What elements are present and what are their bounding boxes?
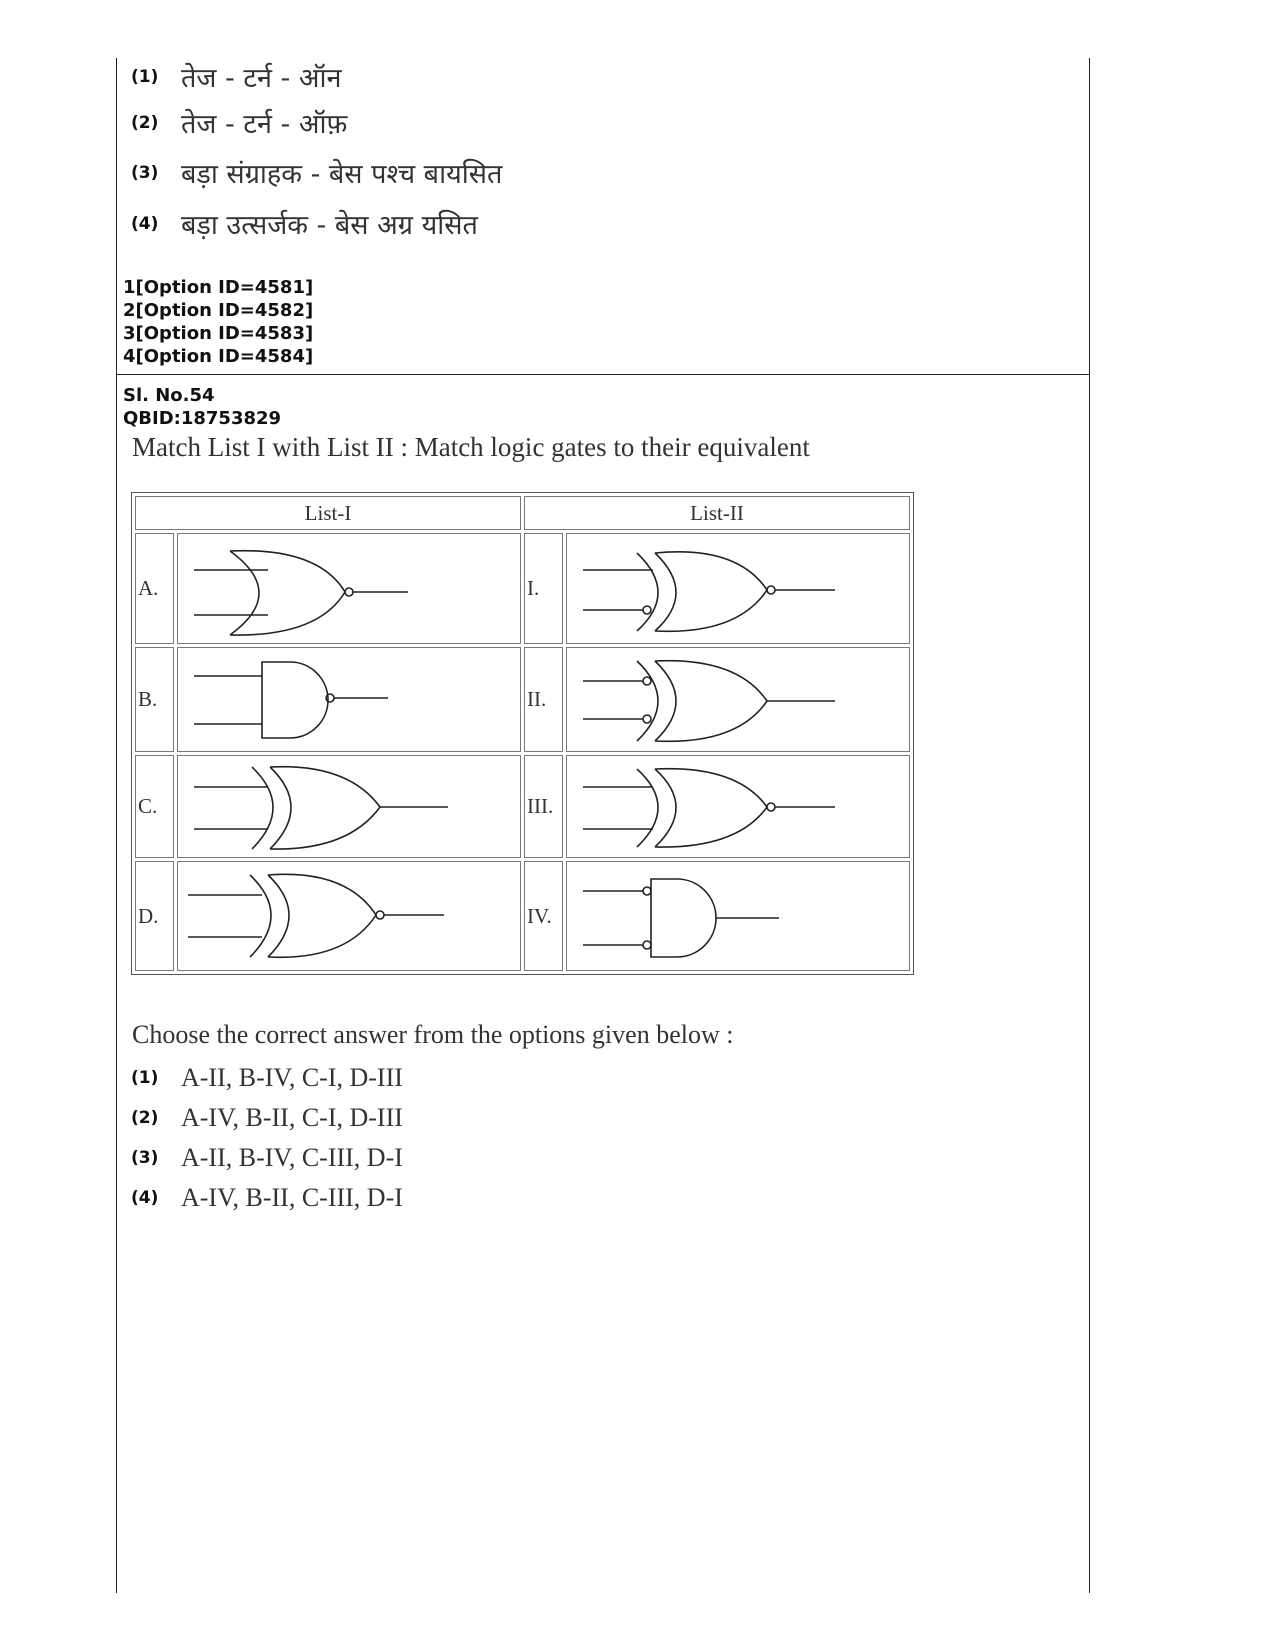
option-number: (4) <box>131 1188 159 1208</box>
gate-cell <box>566 861 910 971</box>
option-text: A-IV, B-II, C-I, D-III <box>181 1103 403 1132</box>
row-label: B. <box>135 647 174 752</box>
option-number: (4) <box>131 213 159 234</box>
option-text: तेज - टर्न - ऑन <box>181 63 342 94</box>
gate-cell <box>566 533 910 644</box>
option-number: (2) <box>131 1108 159 1128</box>
question-text: Match List I with List II : Match logic gates to their equivalent <box>132 432 810 462</box>
page-frame-right <box>1089 58 1090 1593</box>
serial-number: Sl. No.54 <box>123 385 215 406</box>
qbid: QBID:18753829 <box>123 408 282 429</box>
option-number: (1) <box>131 66 159 87</box>
option-number: (3) <box>131 1148 159 1168</box>
table-row <box>135 755 910 858</box>
answer-option-1 <box>131 1063 403 1093</box>
row-label: A. <box>135 533 174 644</box>
prev-option-3 <box>131 154 502 191</box>
option-number: (3) <box>131 162 159 183</box>
list-one-header: List-I <box>135 496 521 530</box>
row-label: D. <box>135 861 174 971</box>
prev-option-1 <box>131 58 341 95</box>
match-table <box>131 492 914 975</box>
row-label: II. <box>524 647 563 752</box>
option-id: 3[Option ID=4583] <box>123 323 314 344</box>
option-number: (1) <box>131 1068 159 1088</box>
page-frame-left <box>116 58 117 1593</box>
option-text: बड़ा उत्सर्जक - बेस अग्र यसित <box>181 210 478 241</box>
and-inverted-inputs-gate-icon <box>567 863 909 970</box>
option-id: 2[Option ID=4582] <box>123 300 314 321</box>
xnor-gate-icon <box>178 863 520 970</box>
xnor-inverted-input-gate-icon <box>567 535 909 643</box>
gate-cell <box>177 755 521 858</box>
list-two-header: List-II <box>524 496 910 530</box>
row-label: I. <box>524 533 563 644</box>
nor-style-gate-icon <box>178 535 520 643</box>
prev-option-4 <box>131 205 478 242</box>
instruction-text: Choose the correct answer from the options given below : <box>132 1020 734 1049</box>
xor-inverted-inputs-gate-icon <box>567 649 909 751</box>
option-number: (2) <box>131 112 159 133</box>
option-text: A-II, B-IV, C-III, D-I <box>181 1143 403 1172</box>
table-row <box>135 861 910 971</box>
option-id-list <box>123 276 313 368</box>
gate-cell <box>177 533 521 644</box>
xnor-gate-icon <box>567 757 909 857</box>
question-meta <box>123 384 281 430</box>
nand-gate-icon <box>178 649 520 751</box>
option-text: A-II, B-IV, C-I, D-III <box>181 1063 403 1092</box>
xor-gate-icon <box>178 757 520 857</box>
gate-cell <box>177 861 521 971</box>
question-divider <box>116 374 1090 375</box>
answer-option-3 <box>131 1143 403 1173</box>
gate-cell <box>566 647 910 752</box>
row-label: III. <box>524 755 563 858</box>
answer-option-2 <box>131 1103 403 1133</box>
option-id: 4[Option ID=4584] <box>123 346 314 367</box>
gate-cell <box>177 647 521 752</box>
option-text: तेज - टर्न - ऑफ़ <box>181 109 348 140</box>
prev-option-2 <box>131 104 347 141</box>
answer-option-4 <box>131 1183 403 1213</box>
option-id: 1[Option ID=4581] <box>123 277 314 298</box>
option-text: A-IV, B-II, C-III, D-I <box>181 1183 403 1212</box>
table-row <box>135 647 910 752</box>
row-label: IV. <box>524 861 563 971</box>
option-text: बड़ा संग्राहक - बेस पश्च बायसित <box>181 159 503 190</box>
gate-cell <box>566 755 910 858</box>
row-label: C. <box>135 755 174 858</box>
table-row <box>135 533 910 644</box>
